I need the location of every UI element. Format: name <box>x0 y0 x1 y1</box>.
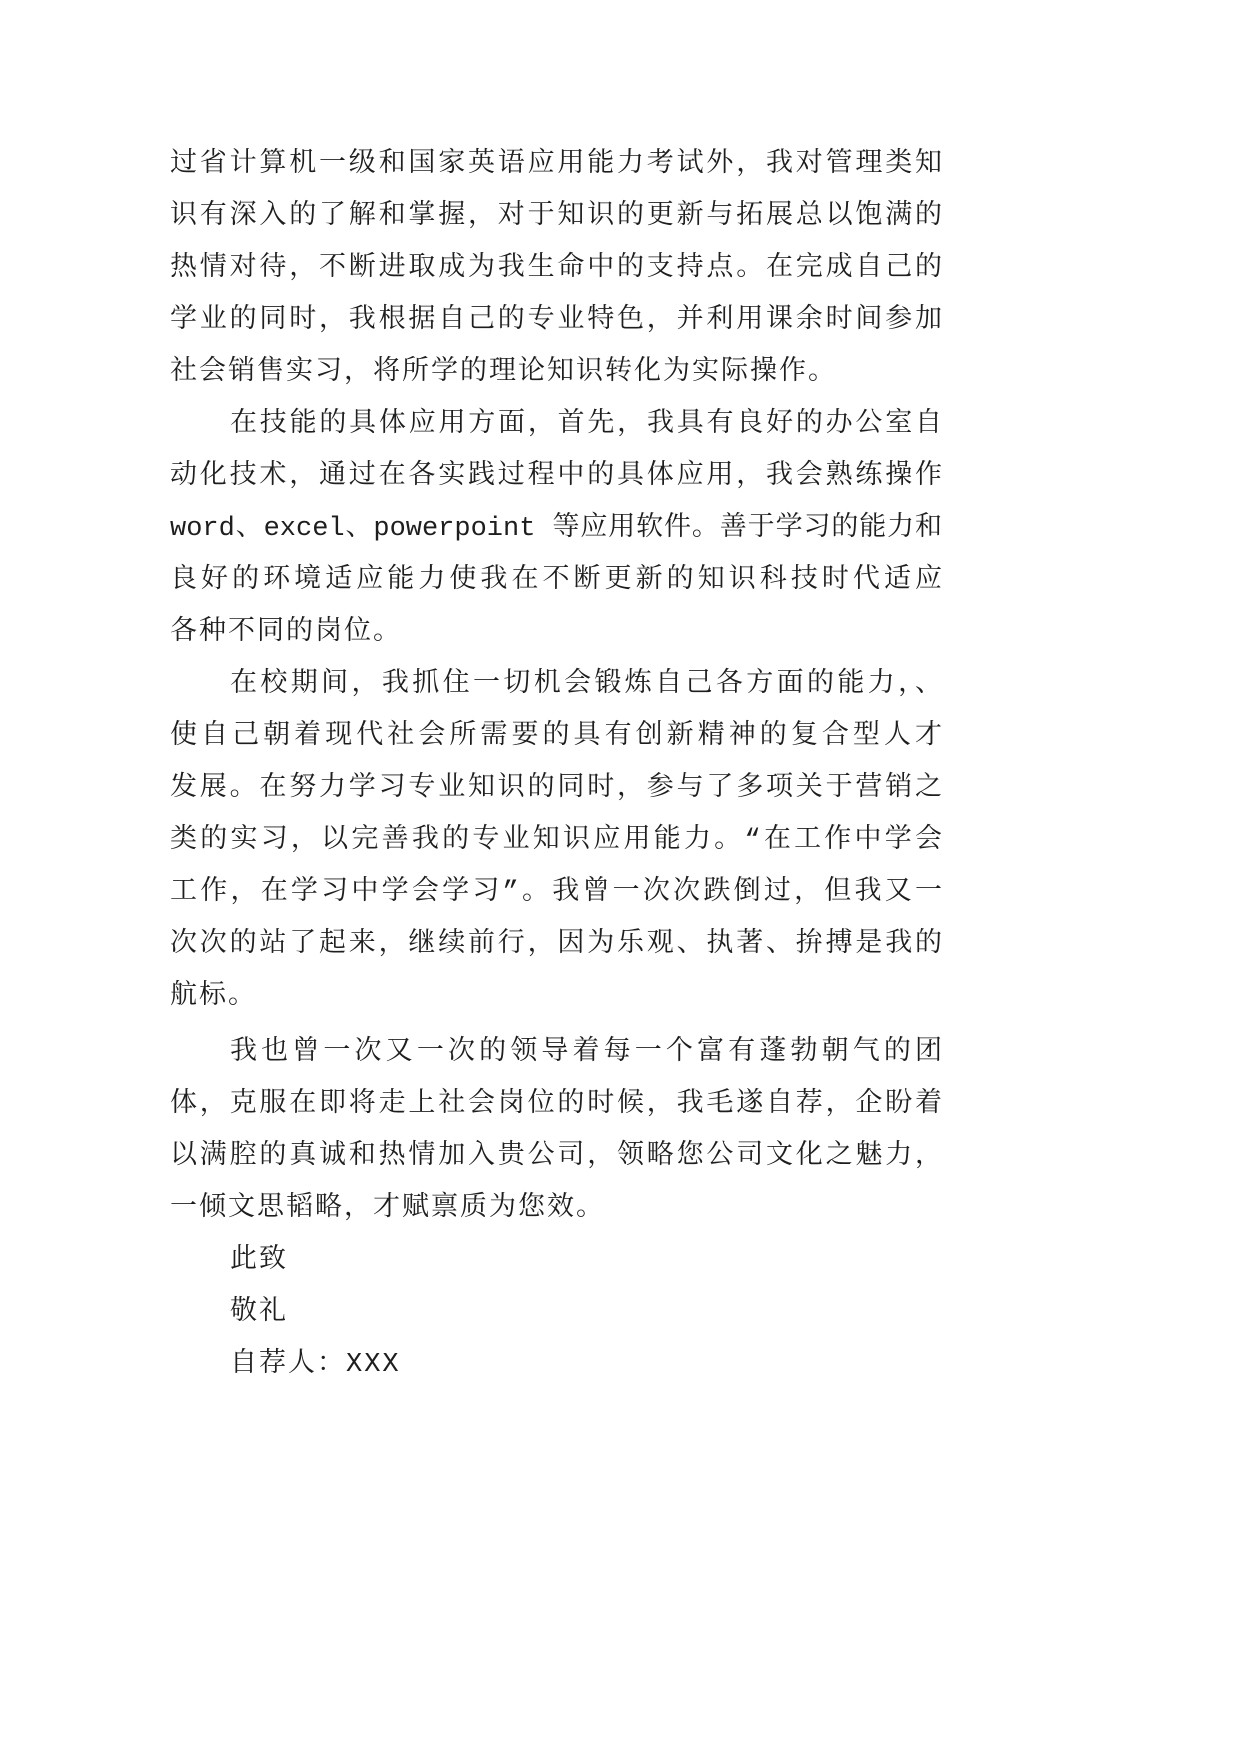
closing-salutation: 此致 <box>230 1246 288 1276</box>
text-line: word、excel、powerpoint 等应用软件。善于学习的能力和 <box>170 514 942 544</box>
closing-regards: 敬礼 <box>230 1298 288 1328</box>
letter-closing <box>170 1235 942 1391</box>
text-line: 良好的环境适应能力使我在不断更新的知识科技时代适应 <box>170 566 942 596</box>
text-line: 社会销售实习，将所学的理论知识转化为实际操作。 <box>170 358 837 388</box>
text-line: 热情对待，不断进取成为我生命中的支持点。在完成自己的 <box>170 254 942 284</box>
text-line: 识有深入的了解和掌握，对于知识的更新与拓展总以饱满的 <box>170 202 942 232</box>
paragraph <box>170 1027 942 1235</box>
paragraph <box>170 659 942 1023</box>
text-line: 各种不同的岗位。 <box>170 618 402 648</box>
text-line: 类的实习，以完善我的专业知识应用能力。“在工作中学会 <box>170 826 942 856</box>
text-line: 次次的站了起来，继续前行，因为乐观、执著、拚搏是我的 <box>170 930 942 960</box>
text-line: 航标。 <box>170 982 257 1012</box>
text-line: 学业的同时，我根据自己的专业特色，并利用课余时间参加 <box>170 306 942 336</box>
paragraph <box>170 139 942 399</box>
text-line: 过省计算机一级和国家英语应用能力考试外，我对管理类知 <box>170 150 942 180</box>
text-line: 一倾文思韬略，才赋禀质为您效。 <box>170 1194 605 1224</box>
text-line: 发展。在努力学习专业知识的同时，参与了多项关于营销之 <box>170 774 942 804</box>
signature: 自荐人：XXX <box>230 1350 401 1380</box>
text-line: 动化技术，通过在各实践过程中的具体应用，我会熟练操作 <box>170 462 942 492</box>
text-line: 以满腔的真诚和热情加入贵公司，领略您公司文化之魅力， <box>170 1142 942 1172</box>
paragraph <box>170 399 942 659</box>
text-line: 工作，在学习中学会学习”。我曾一次次跌倒过，但我又一 <box>170 878 942 908</box>
text-line: 在技能的具体应用方面，首先，我具有良好的办公室自 <box>230 410 942 440</box>
text-line: 在校期间，我抓住一切机会锻炼自己各方面的能力，、 <box>230 670 942 700</box>
text-line: 使自己朝着现代社会所需要的具有创新精神的复合型人才 <box>170 722 942 752</box>
letter-body <box>170 139 942 1391</box>
text-line: 体，克服在即将走上社会岗位的时候，我毛遂自荐，企盼着 <box>170 1090 942 1120</box>
text-line: 我也曾一次又一次的领导着每一个富有蓬勃朝气的团 <box>230 1038 942 1068</box>
